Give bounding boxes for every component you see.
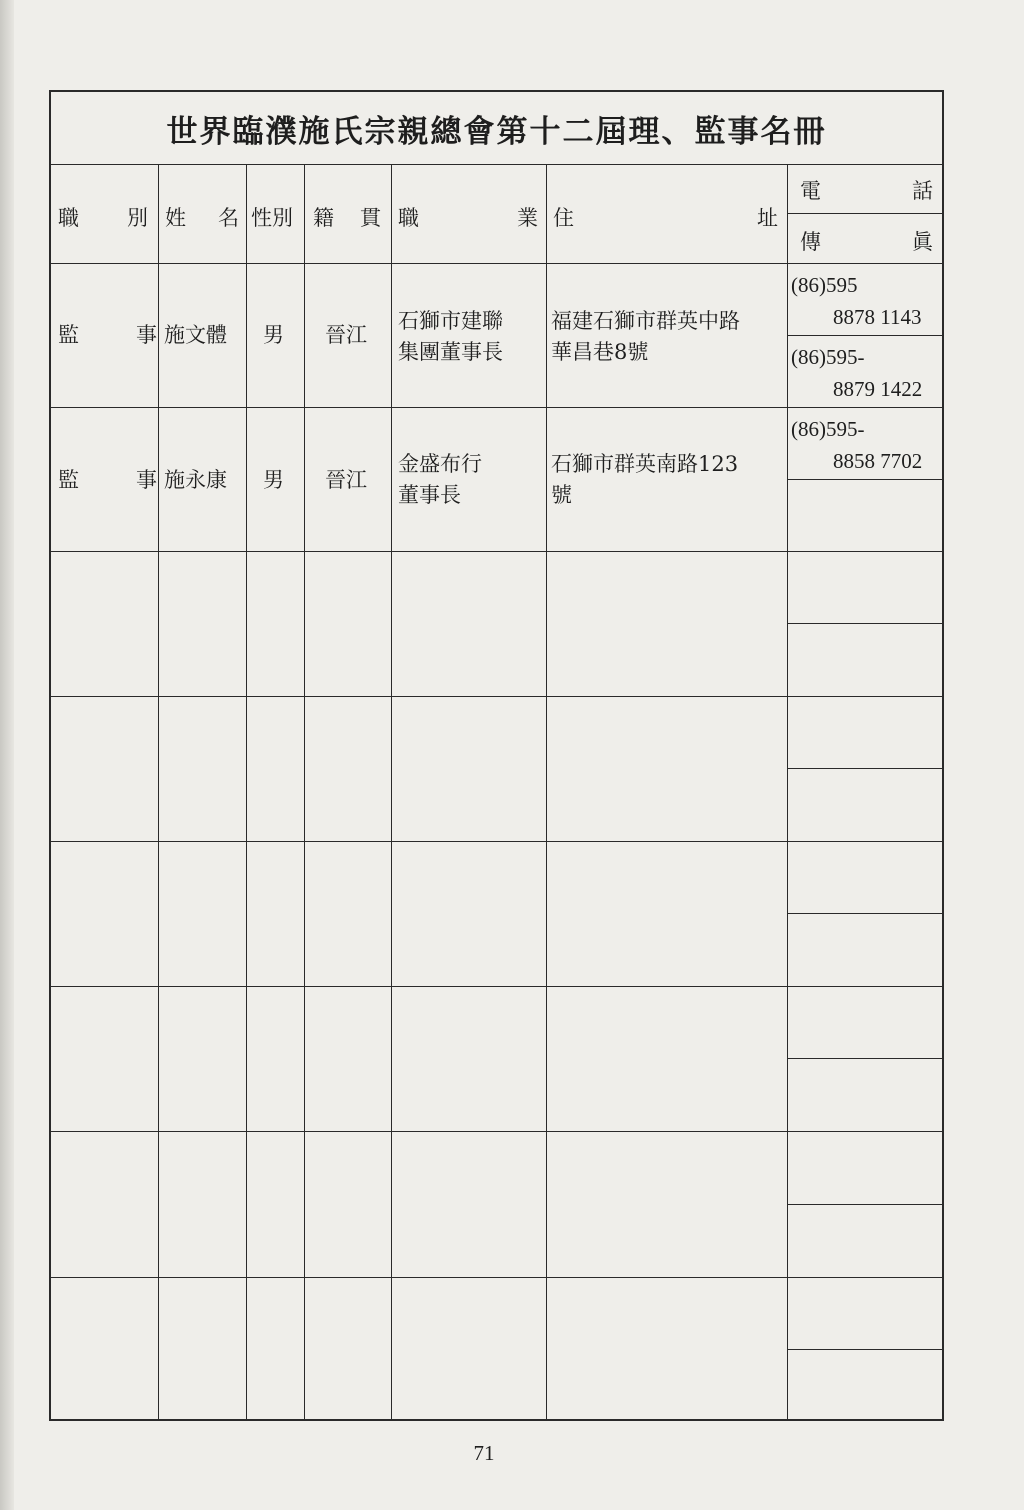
page-number: 71 [473, 1441, 495, 1465]
phone-fax-divider [787, 768, 942, 769]
phone-fax-divider [787, 335, 942, 336]
row1-position-char2: 事 [136, 323, 157, 347]
row-divider [51, 1131, 942, 1132]
header-position-char2: 別 [127, 206, 148, 230]
page-title: 世界臨濮施氏宗親總會第十二屆理、監事名冊 [51, 92, 942, 165]
phone-fax-divider [787, 1058, 942, 1059]
row1-fax-line1: (86)595- [791, 345, 865, 369]
header-position-char1: 職 [58, 206, 79, 230]
row2-gender: 男 [263, 468, 284, 492]
row-divider [51, 841, 942, 842]
header-origin-char1: 籍 [313, 206, 334, 230]
row1-phone-line2: 8878 1143 [833, 305, 922, 329]
row1-phone-line1: (86)595 [791, 273, 858, 297]
row1-gender: 男 [263, 323, 284, 347]
book-spine-shadow [0, 0, 14, 1510]
header-origin-char2: 貫 [360, 206, 381, 230]
header-occupation-char2: 業 [517, 206, 538, 230]
row-divider [51, 1277, 942, 1278]
header-name-char2: 名 [218, 206, 239, 230]
column-divider [546, 165, 547, 1421]
row1-address-line1: 福建石獅市群英中路 [551, 309, 740, 333]
row-divider [51, 407, 942, 408]
row-divider [51, 263, 942, 264]
row2-phone-line2: 8858 7702 [833, 449, 923, 473]
column-divider [391, 165, 392, 1421]
row1-position-char1: 監 [58, 323, 79, 347]
column-divider [246, 165, 247, 1421]
row2-address-line2: 號 [551, 483, 572, 507]
header-occupation-char1: 職 [398, 206, 419, 230]
row1-name: 施文體 [164, 323, 227, 347]
phone-fax-divider [787, 1349, 942, 1350]
row-divider [51, 986, 942, 987]
row-divider [51, 696, 942, 697]
header-fax-char1: 傳 [800, 230, 821, 254]
row1-address-line2: 華昌巷8號 [551, 340, 649, 364]
phone-fax-divider [787, 213, 942, 214]
row2-position-char1: 監 [58, 468, 79, 492]
row1-occupation-line1: 石獅市建聯 [398, 309, 503, 333]
row2-position-char2: 事 [136, 468, 157, 492]
header-phone-char2: 話 [912, 179, 933, 203]
row-divider [51, 551, 942, 552]
row1-occupation-line2: 集團董事長 [398, 340, 503, 364]
header-address-char2: 址 [757, 206, 778, 230]
column-divider [304, 165, 305, 1421]
row1-origin: 晉江 [325, 323, 367, 347]
phone-fax-divider [787, 623, 942, 624]
header-name-char1: 姓 [165, 206, 186, 230]
header-fax-char2: 眞 [912, 230, 933, 254]
column-divider [158, 165, 159, 1421]
column-divider [787, 165, 788, 1421]
row2-address-line1: 石獅市群英南路123 [551, 452, 739, 476]
row1-fax-line2: 8879 1422 [833, 377, 923, 401]
row2-phone-line1: (86)595- [791, 417, 865, 441]
row2-occupation-line1: 金盛布行 [398, 452, 482, 476]
row2-name: 施永康 [164, 468, 227, 492]
header-address-char1: 住 [553, 206, 574, 230]
header-gender: 性別 [251, 206, 293, 230]
header-phone-char1: 電 [800, 179, 821, 203]
row2-occupation-line2: 董事長 [398, 483, 461, 507]
phone-fax-divider [787, 479, 942, 480]
row2-origin: 晉江 [325, 468, 367, 492]
phone-fax-divider [787, 1204, 942, 1205]
phone-fax-divider [787, 913, 942, 914]
